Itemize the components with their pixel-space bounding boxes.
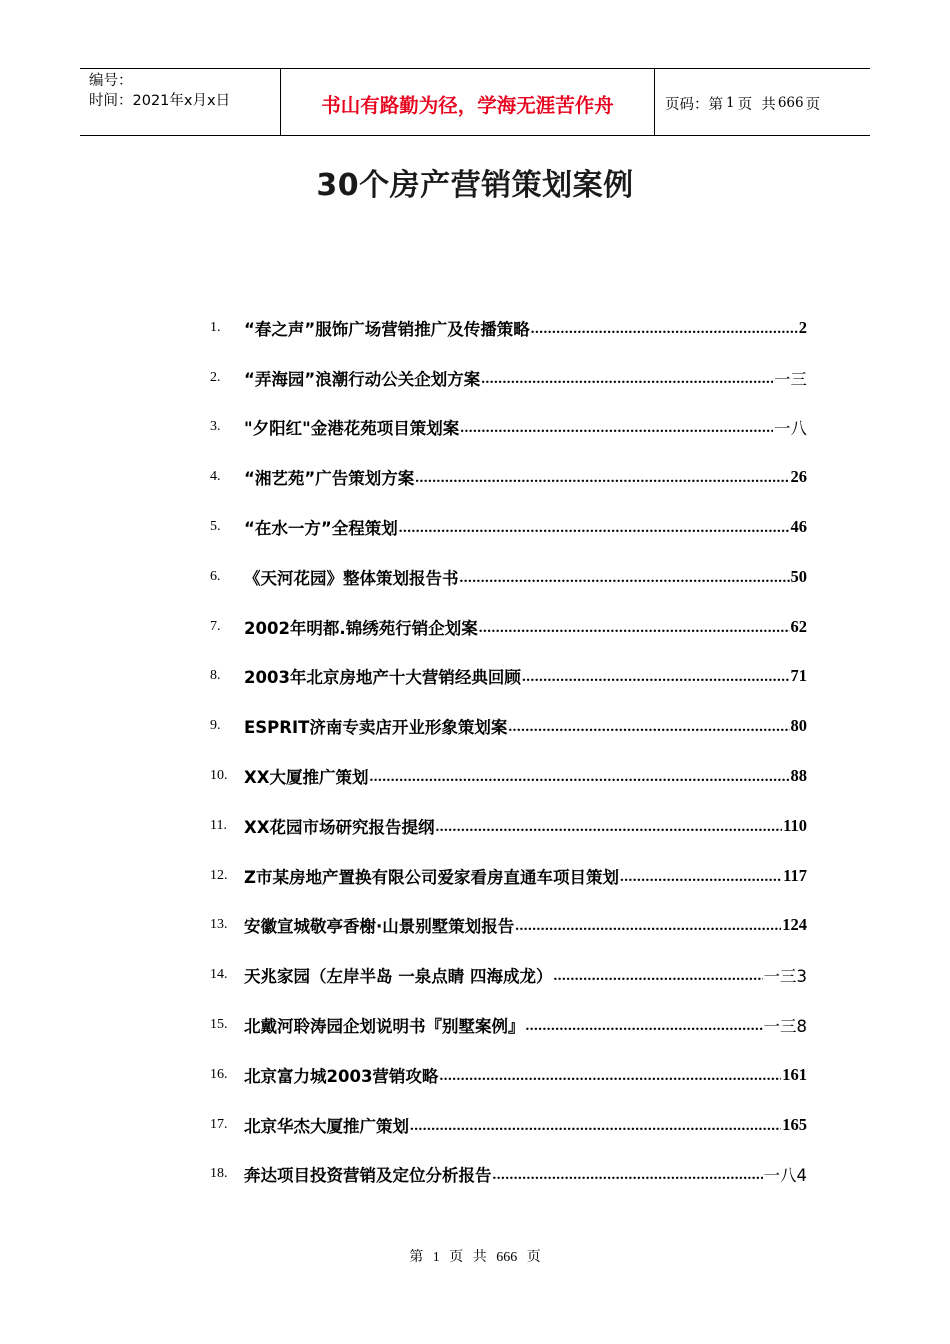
toc-entry-title: 2003年北京房地产十大营销经典回顾 (244, 668, 521, 688)
toc-entry-page: 一八 (774, 419, 807, 439)
toc-dot-leader (493, 1164, 763, 1184)
toc-entry-number: 14. (210, 967, 228, 983)
toc-entry-page: 117 (783, 865, 807, 885)
toc-entry-page: 80 (790, 716, 807, 736)
toc-dot-leader (369, 766, 789, 786)
toc-entry-page: 46 (790, 517, 807, 537)
toc-entry[interactable] (210, 1050, 807, 1100)
toc-entry-number: 7. (210, 618, 221, 634)
toc-entry-number: 1. (210, 319, 221, 335)
toc-dot-leader (460, 567, 790, 587)
toc-dot-leader (620, 866, 782, 886)
page-footer: 第 1 页 共 666 页 (409, 1250, 541, 1265)
toc-entry-page: 50 (790, 566, 807, 586)
motto-cell (281, 69, 655, 135)
toc-entry-title: "夕阳红"金港花苑项目策划案 (244, 419, 460, 439)
toc-entry-number: 17. (210, 1116, 228, 1132)
toc-entry-title: 北京富力城2003营销攻略 (244, 1066, 439, 1086)
toc-dot-leader (439, 1065, 781, 1085)
toc-entry-page: 一八4 (763, 1166, 807, 1186)
toc-entry-title: XX花园市场研究报告提纲 (244, 817, 435, 837)
toc-dot-leader (479, 617, 790, 637)
toc-entry-title: “春之声”服饰广场营销推广及传播策略 (244, 319, 530, 339)
toc-entry-title: 奔达项目投资营销及定位分析报告 (244, 1166, 492, 1186)
toc-entry[interactable] (210, 602, 807, 652)
toc-entry-title: “在水一方”全程策划 (244, 519, 398, 539)
toc-entry-number: 18. (210, 1166, 228, 1182)
toc-entry-number: 5. (210, 519, 221, 535)
page-total: 666 (777, 95, 804, 111)
toc-entry-number: 3. (210, 419, 221, 435)
page-mid-label: 页 共 (737, 96, 776, 113)
toc-dot-leader (522, 666, 790, 686)
toc-dot-leader (531, 318, 798, 338)
page-suffix: 页 (805, 96, 821, 113)
page-number-cell (655, 69, 870, 135)
toc-entry[interactable] (210, 502, 807, 552)
toc-entry-title: 天兆家园（左岸半岛 一泉点睛 四海成龙） (244, 967, 553, 987)
toc-entry-title: 北戴河聆涛园企划说明书『别墅案例』 (244, 1017, 525, 1037)
toc-entry-page: 165 (782, 1114, 807, 1134)
toc-entry-title: “弄海园”浪潮行动公关企划方案 (244, 369, 481, 389)
toc-entry-number: 4. (210, 469, 221, 485)
toc-entry-page: 2 (798, 317, 807, 337)
toc-entry-title: Z市某房地产置换有限公司爱家看房直通车项目策划 (244, 867, 619, 887)
toc-entry[interactable] (210, 801, 807, 851)
toc-entry-number: 11. (210, 817, 227, 833)
toc-entry-page: 110 (783, 815, 807, 835)
page-label: 页码：第 (665, 96, 723, 113)
header-table (80, 68, 870, 136)
toc-dot-leader (515, 915, 781, 935)
toc-entry-page: 一三 (774, 369, 807, 389)
toc-entry-page: 26 (790, 467, 807, 487)
toc-entry-page: 62 (790, 616, 807, 636)
time-label: 时间：2021年x月x日 (89, 93, 231, 109)
toc-entry-title: 安徽宣城敬亭香榭·山景别墅策划报告 (244, 917, 515, 937)
toc-entry[interactable] (210, 403, 807, 453)
toc-dot-leader (399, 517, 790, 537)
toc-entry[interactable] (210, 552, 807, 602)
toc-entry-number: 16. (210, 1066, 228, 1082)
toc-entry-number: 9. (210, 718, 221, 734)
toc-entry-page: 161 (782, 1064, 807, 1084)
toc-entry[interactable] (210, 452, 807, 502)
toc-entry-title: 2002年明都.锦绣苑行销企划案 (244, 618, 478, 638)
toc-entry-page: 一三8 (763, 1017, 807, 1037)
toc-entry-title: “湘艺苑”广告策划方案 (244, 469, 415, 489)
toc-dot-leader (508, 716, 789, 736)
toc-entry-page: 88 (790, 766, 807, 786)
toc-dot-leader (526, 1015, 763, 1035)
toc-entry[interactable] (210, 1000, 807, 1050)
header-info-cell (80, 69, 281, 135)
toc-entry[interactable] (210, 353, 807, 403)
toc-entry-number: 13. (210, 917, 228, 933)
toc-dot-leader (481, 368, 773, 388)
toc-entry[interactable] (210, 950, 807, 1000)
toc-entry-page: 一三3 (763, 967, 807, 987)
toc-entry-title: XX大厦推广策划 (244, 768, 369, 788)
toc-entry-number: 10. (210, 768, 228, 784)
toc-entry-title: ESPRIT济南专卖店开业形象策划案 (244, 718, 508, 738)
toc-entry[interactable] (210, 901, 807, 951)
toc-entry-number: 6. (210, 568, 221, 584)
toc-entry[interactable] (210, 701, 807, 751)
table-of-contents (210, 303, 807, 1199)
toc-entry[interactable] (210, 652, 807, 702)
toc-entry[interactable] (210, 1100, 807, 1150)
toc-dot-leader (410, 1115, 781, 1135)
toc-entry[interactable] (210, 1150, 807, 1200)
number-label: 编号： (89, 73, 133, 89)
toc-dot-leader (415, 467, 789, 487)
toc-entry-title: 北京华杰大厦推广策划 (244, 1116, 409, 1136)
toc-entry-number: 8. (210, 668, 221, 684)
toc-entry-page: 124 (782, 915, 807, 935)
toc-entry-number: 15. (210, 1017, 228, 1033)
toc-entry-title: 《天河花园》整体策划报告书 (244, 568, 459, 588)
toc-entry-page: 71 (790, 666, 807, 686)
toc-dot-leader (460, 417, 773, 437)
page-current: 1 (726, 95, 735, 111)
toc-entry[interactable] (210, 751, 807, 801)
page-title: 30个房产营销策划案例 (316, 168, 634, 203)
toc-dot-leader (435, 816, 782, 836)
toc-dot-leader (554, 965, 763, 985)
toc-entry-number: 2. (210, 369, 221, 385)
toc-entry[interactable] (210, 303, 807, 353)
toc-entry[interactable] (210, 851, 807, 901)
toc-entry-number: 12. (210, 867, 228, 883)
motto-text: 书山有路勤为径，学海无涯苦作舟 (321, 94, 614, 117)
